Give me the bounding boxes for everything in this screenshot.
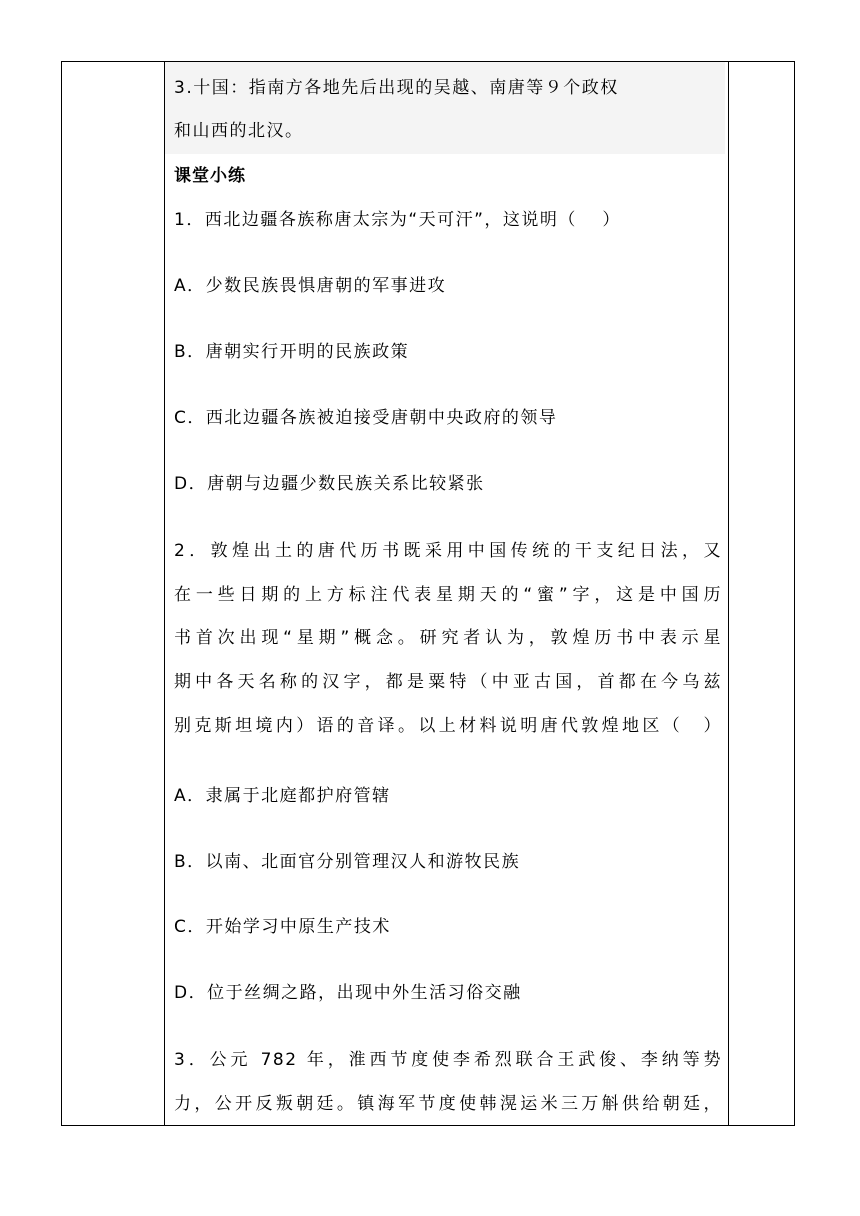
q2-stem-line-2: 在一些日期的上方标注代表星期天的“蜜”字，这是中国历 [174,585,722,605]
q2-stem-line-5: 别克斯坦境内）语的音译。以上材料说明唐代敦煌地区（ ） [174,716,722,736]
q2-stem-line-1: 2．敦煌出土的唐代历书既采用中国传统的干支纪日法，又 [174,541,722,561]
content-cell [165,62,728,1125]
lesson-table [61,61,795,1126]
q2-stem-line-4: 期中各天名称的汉字，都是粟特（中亚古国，首都在今乌兹 [174,672,722,692]
q2-option-b: B．以南、北面官分别管理汉人和游牧民族 [174,852,521,872]
q2-option-a: A．隶属于北庭都护府管辖 [174,786,391,806]
section-title: 课堂小练 [174,166,246,186]
intro-line-2: 和山西的北汉。 [174,121,304,141]
q1-option-d: D．唐朝与边疆少数民族关系比较紧张 [174,474,485,494]
q3-stem-line-2: 力，公开反叛朝廷。镇海军节度使韩滉运米三万斛供给朝廷， [174,1094,722,1114]
right-column-divider [728,62,729,1125]
q1-option-c: C．西北边疆各族被迫接受唐朝中央政府的领导 [174,408,558,428]
q2-stem-line-3: 书首次出现“星期”概念。研究者认为，敦煌历书中表示星 [174,628,722,648]
q2-option-c: C．开始学习中原生产技术 [174,917,391,937]
q2-option-d: D．位于丝绸之路，出现中外生活习俗交融 [174,983,522,1003]
q3-stem-line-1: 3．公元 782 年，淮西节度使李希烈联合王武俊、李纳等势 [174,1050,722,1070]
q1-option-a: A．少数民族畏惧唐朝的军事进攻 [174,276,447,296]
intro-line-1: 3.十国：指南方各地先后出现的吴越、南唐等９个政权 [174,78,619,98]
q1-option-b: B．唐朝实行开明的民族政策 [174,342,410,362]
q1-stem: 1．西北边疆各族称唐太宗为“天可汗”，这说明（ ） [174,210,621,230]
